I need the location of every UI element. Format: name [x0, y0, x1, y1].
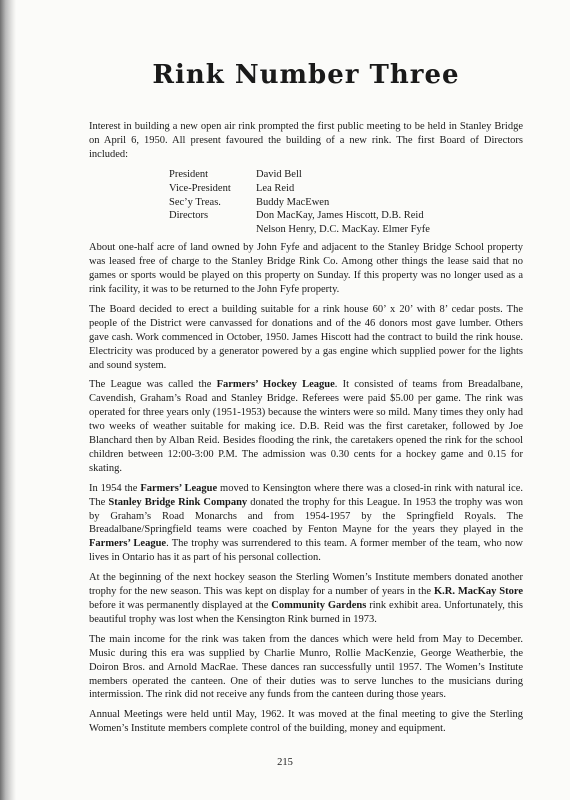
board-row [169, 223, 523, 237]
board-names: Buddy MacEwen [256, 196, 330, 208]
paragraph-text: . The trophy was surrendered to this team. A former member of the team, who now lives in Ontario has it as part of his personal collection. [89, 538, 524, 564]
board-row [169, 182, 523, 196]
body-paragraph [89, 482, 523, 565]
board-names: Nelson Henry, D.C. MacKay. Elmer Fyfe [256, 224, 430, 236]
paragraph-text: before it was permanently displayed at the [89, 600, 272, 611]
bold-text: Farmers’ Hockey League [216, 379, 335, 391]
body-paragraph [89, 633, 523, 703]
body-paragraph [89, 303, 523, 373]
bold-text: Stanley Bridge Rink Company [108, 496, 248, 508]
board-role: Directors [169, 210, 209, 222]
board-row [169, 196, 523, 210]
paragraph-text: donated the trophy for this League. In 1953 the trophy was won by Graham’s Road Monarchs and from 1954-1957 by the Springfield Royals. The Breadalbane/Springfield teams were coached by Fenton Mayne for the years they played in the [89, 496, 523, 536]
body-paragraph [89, 241, 523, 297]
paragraph-text: The main income for the rink was taken from the dances which were held from May to December. Music during this era was supplied by Charlie Munro, Rollie MacKenzie, George Weatherbie, the Doiron Bros. and Arnold MacRae. These dances ran successfully until 1957. The Women’s Institute members operated the canteen. One of their duties was to serve lunches to the musicians during intermission. The rink did not receive any funds from the canteen during those years. [89, 633, 523, 701]
board-names: Lea Reid [256, 182, 295, 194]
body-paragraphs [89, 241, 523, 736]
body-paragraph [89, 708, 523, 736]
book-binding-shadow [0, 0, 16, 800]
board-role: Sec’y Treas. [169, 196, 221, 208]
board-of-directors-list [169, 168, 523, 238]
board-role-continuation [169, 223, 256, 237]
bold-text: Farmers’ League [89, 538, 167, 550]
board-row [169, 209, 523, 223]
paragraph-text: rink exhibit area. Unfortunately, this beautiful trophy was lost when the Kensington Rink burned in 1973. [89, 600, 523, 625]
bold-text: Community Gardens [271, 600, 367, 611]
paragraph-text: About one-half acre of land owned by John Fyfe and adjacent to the Stanley Bridge School property was leased free of charge to the Stanley Bridge Rink Co. Among other things the lease said that no games or sports would be played on this property on Sunday. If this property was no longer used as a rink facility, it was to be returned to the John Fyfe property. [89, 242, 523, 295]
paragraph-text: At the beginning of the next hockey season the Sterling Women’s Institute members donated another trophy for the new season. This was kept on display for a number of years in the [89, 572, 523, 598]
board-role: Vice-President [169, 182, 231, 194]
bold-text: K.R. MacKay Store [433, 586, 523, 598]
paragraph-text: The Board decided to erect a building suitable for a rink house 60’ x 20’ with 8’ cedar posts. The people of the District were canvassed for donations and of the 46 donors most gave lumber. Others gave cash. Work commenced in October, 1950. James Hiscott had the contract to build the rink house. Electricity was produced by a generator powered by a gas engine which supplied power for the lights and sound system. [89, 303, 523, 371]
page-body [89, 60, 523, 742]
board-role: President [169, 168, 209, 180]
paragraph-text: In 1954 the [89, 482, 141, 494]
intro-paragraph: Interest in building a new open air rink prompted the first public meeting to be held in Stanley Bridge on April 6, 1950. All present favoured the building of a new rink. The first Board of Directors included: [89, 121, 523, 160]
paragraph-text: moved to Kensington where there was a closed-in rink with natural ice. The [89, 482, 523, 508]
bold-text: Farmers’ League [140, 482, 218, 494]
board-names: Don MacKay, James Hiscott, D.B. Reid [256, 210, 424, 222]
page-number: 215 [277, 757, 293, 768]
paragraph-text: Annual Meetings were held until May, 1962. It was moved at the final meeting to give the Sterling Women’s Institute members complete control of the building, money and equipment. [89, 709, 523, 735]
board-row [169, 168, 523, 182]
body-paragraph [89, 571, 523, 627]
body-paragraph [89, 378, 523, 475]
page-title: Rink Number Three [152, 60, 460, 90]
paragraph-text: The League was called the [89, 379, 217, 391]
board-names: David Bell [256, 168, 302, 180]
paragraph-text: . It consisted of teams from Breadalbane, Cavendish, Graham’s Road and Stanley Bridge. Referees were paid $5.00 per game. The rink was operated for three years only (1951-1953) because the winters were so mild. Many times they only had two weeks of weather suitable for making ice. D.B. Reid was the first caretaker, followed by Joe Blanchard then by Alban Reid. Besides flooding the rink, the caretakers opened the rink for the school children between 12:00-3:00 P.M. The admission was 0.30 cents for a hockey game and 0.15 for skating. [89, 379, 524, 474]
